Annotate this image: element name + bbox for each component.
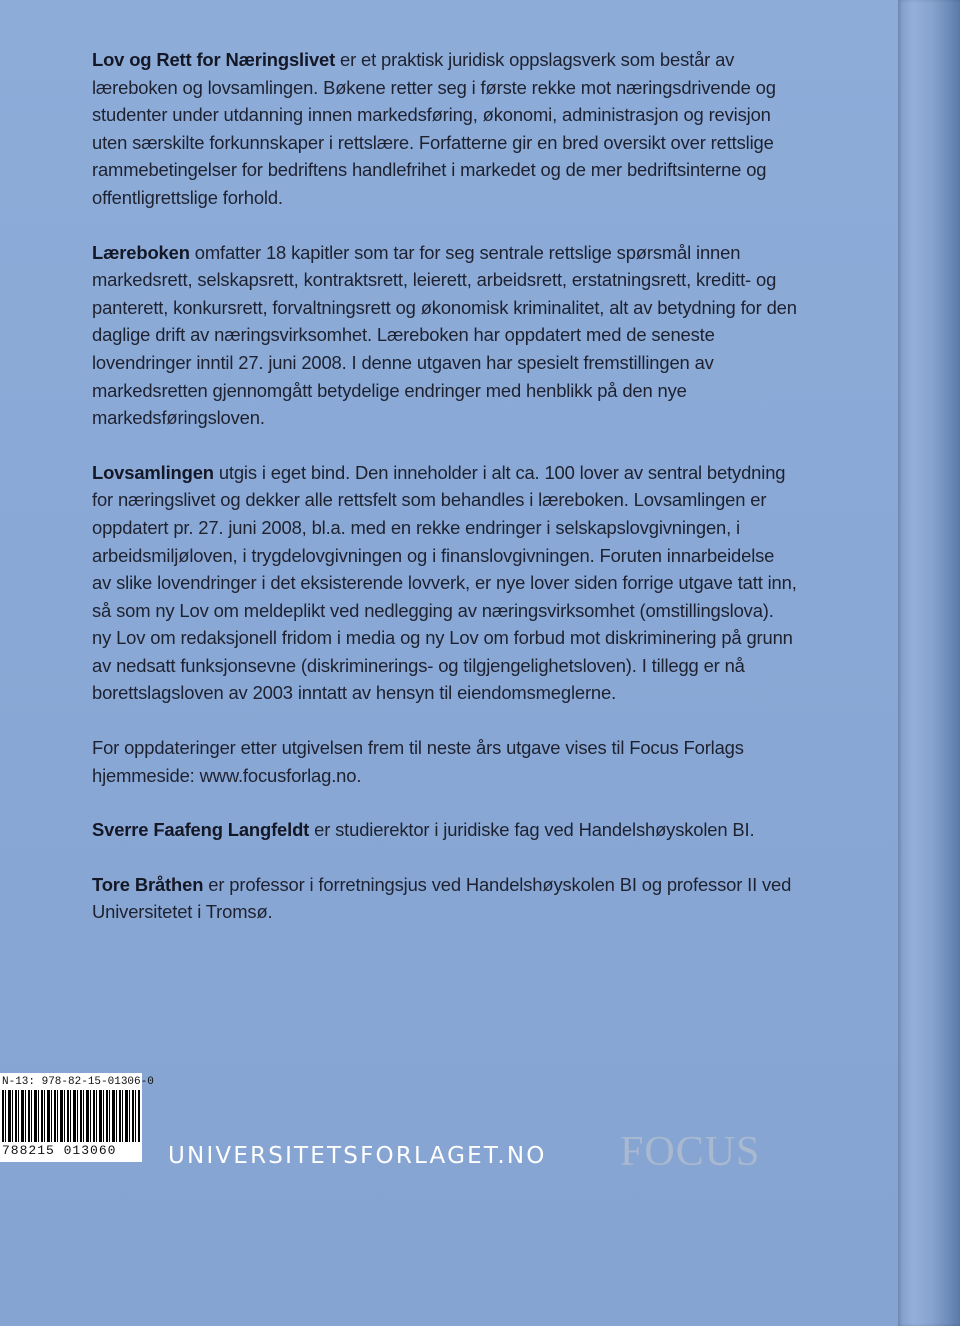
author2-paragraph: [92, 871, 797, 926]
author1-name: Sverre Faafeng Langfeldt: [92, 819, 310, 841]
book-spine: [898, 0, 960, 1326]
updates-paragraph: For oppdateringer etter utgivelsen frem til neste års utgave vises til Focus Forlags hjemmeside: www.focusforlag.no.: [92, 737, 744, 786]
lovsamlingen-bold: Lovsamlingen: [92, 461, 214, 483]
lovsamlingen-text: utgis i eget bind. Den inneholder i alt ca. 100 lover av sentral betydning for næringslivet og dekker alle rettsfelt som behandles i læreboken. Lovsamlingen er oppdatert pr. 27. juni 2008, bl.a. med en rekke endringer i selskapslovgivningen, i arbeidsmiljøloven, i trygdelovgivningen og i finanslovgivningen. Foruten innarbeidelse av slike lovendringer i det eksisterende lovverk, er nye lover siden forrige utgave tatt inn, så som ny Lov om meldeplikt ved nedlegging av næringsvirksomhet (omstillingslova). ny Lov om redaksjonell fridom i media og ny Lov om forbud mot diskriminering på grunn av nedsatt funksjonsevne (diskriminerings- og tilgjengelighetsloven). I tillegg er nå borettslagsloven av 2003 inntatt av hensyn til eiendomsmeglerne.: [92, 461, 797, 704]
intro-paragraph: [92, 46, 797, 212]
laereboken-text: omfatter 18 kapitler som tar for seg sentrale rettslige spørsmål innen markedsrett, selskapsrett, kontraktsrett, leierett, arbeidsrett, erstatningsrett, kreditt- og panterett, konkursrett, forvaltningsrett og økonomisk kriminalitet, alt av betydning for den daglige drift av næringsvirksomhet. Læreboken har oppdatert med de seneste lovendringer inntil 27. juni 2008. I denne utgaven har spesielt fremstillingen av markedsretten gjennomgått betydelige endringer med henblikk på den nye markedsføringsloven.: [92, 241, 797, 429]
publisher-logo: UNIVERSITETSFORLAGET.NO: [168, 1143, 547, 1169]
author1-bio: er studierektor i juridiske fag ved Handelshøyskolen BI.: [309, 819, 755, 841]
author1-paragraph: [92, 816, 797, 844]
author2-name: Tore Bråthen: [92, 873, 204, 895]
lovsamlingen-paragraph: [92, 459, 797, 707]
barcode: [2, 1090, 140, 1142]
barcode-digits: 788215 013060: [0, 1142, 142, 1162]
book-title-bold: Lov og Rett for Næringslivet: [92, 49, 336, 70]
isbn-label: N-13: 978-82-15-01306-0: [2, 1076, 154, 1088]
blurb-text: [92, 46, 797, 953]
laereboken-bold: Læreboken: [92, 241, 190, 263]
focus-imprint-logo: FOCUS: [620, 1129, 761, 1175]
intro-text: er et praktisk juridisk oppslagsverk som består av læreboken og lovsamlingen. Bøkene retter seg i første rekke mot næringsdrivende og studenter under utdanning innen markedsføring, økonomi, administrasjon og revisjon uten særskilte forkunnskaper i rettslære. Forfatterne gir en bred oversikt over rettslige rammebetingelser for bedriftens handlefrihet i markedet og de mer bedriftsinterne og offentligrettslige forhold.: [92, 49, 776, 208]
laereboken-paragraph: [92, 239, 797, 432]
isbn-barcode-block: [0, 1073, 154, 1162]
author2-bio: er professor i forretningsjus ved Handelshøyskolen BI og professor II ved Universitetet i Tromsø.: [92, 873, 792, 923]
